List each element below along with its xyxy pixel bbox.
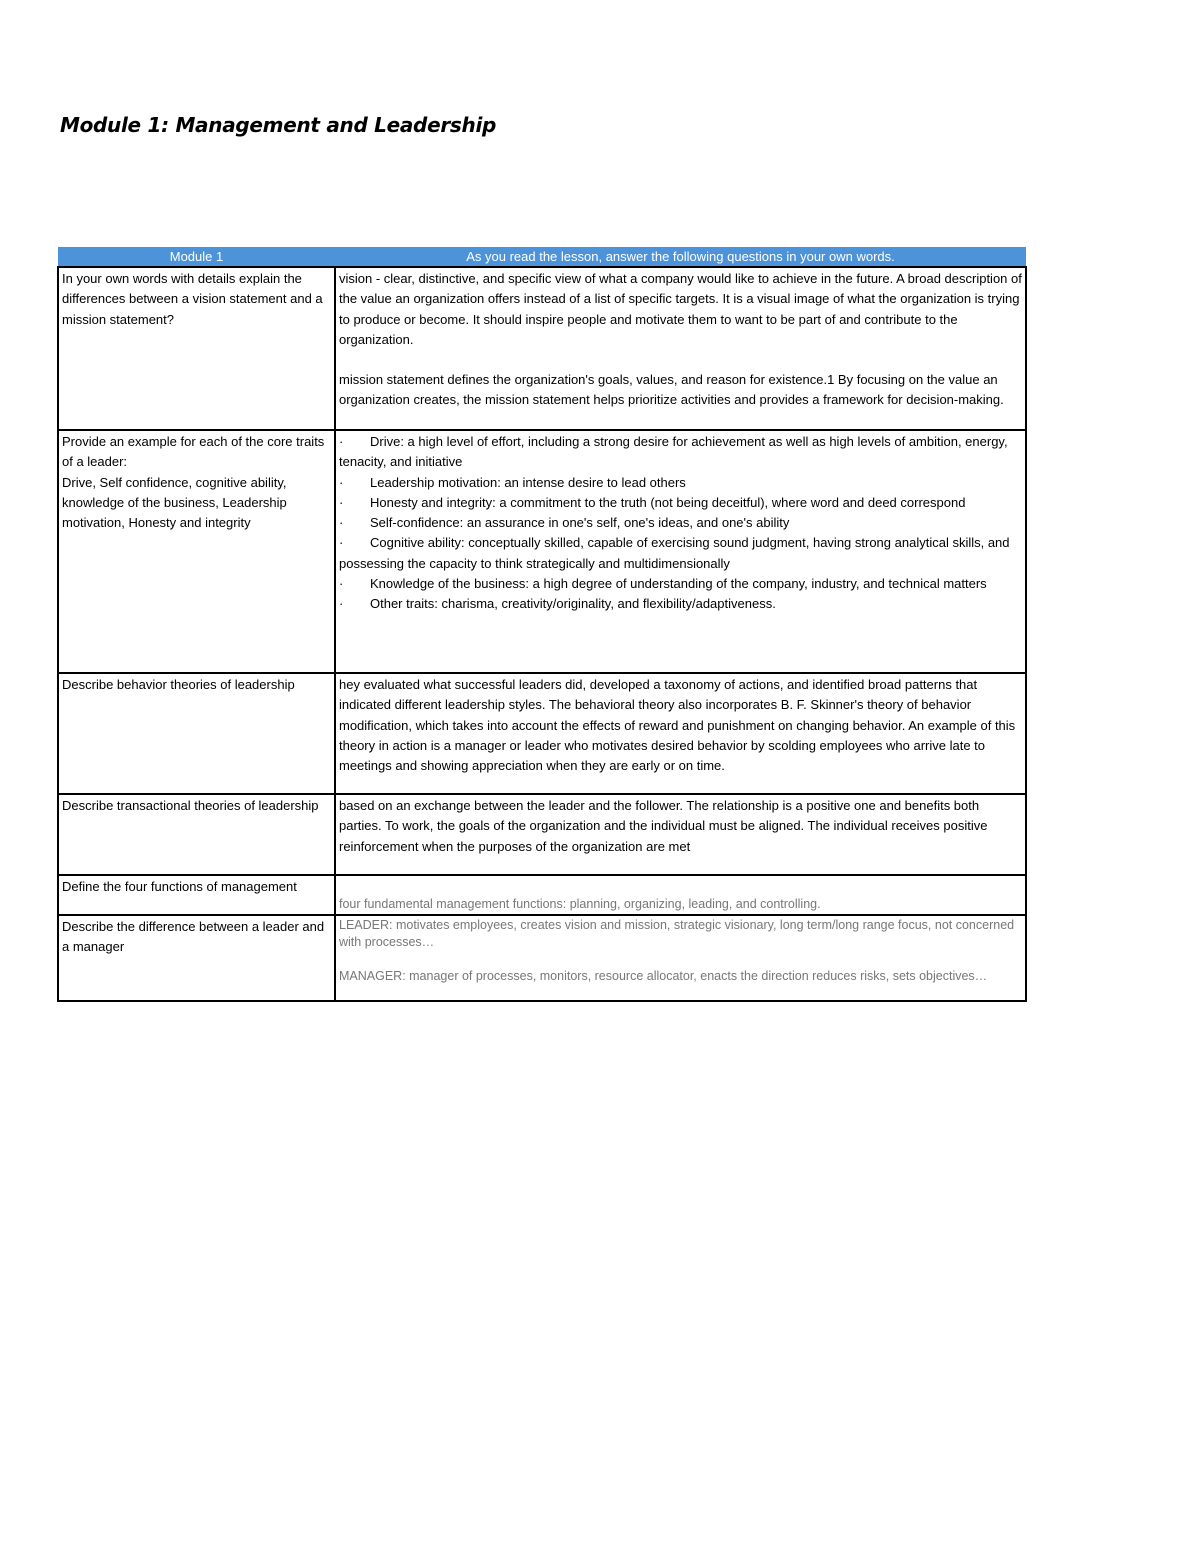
question-text: Describe behavior theories of leadership <box>62 677 295 692</box>
question-text: Define the four functions of management <box>62 879 297 894</box>
bullet-icon: · <box>339 474 344 490</box>
answer-text: LEADER: motivates employees, creates vision and mission, strategic visionary, long term/long range focus, not concerned with processes… <box>339 918 1015 949</box>
answer-cell <box>335 794 1026 875</box>
answer-text: based on an exchange between the leader and the follower. The relationship is a positive one and benefits both parties. To work, the goals of the organization and the individual must be aligned. The individual receives positive reinforcement when the purposes of the organization are met <box>339 798 988 854</box>
table-row <box>58 430 1026 673</box>
table-row <box>58 267 1026 430</box>
question-text: Describe the difference between a leader and a manager <box>62 919 325 955</box>
question-cell <box>58 915 335 1001</box>
answer-text: hey evaluated what successful leaders did, developed a taxonomy of actions, and identified broad patterns that indicated different leadership styles. The behavioral theory also incorporates B. F. Skinner's theory of behavior modification, which takes into account the effects of reward and punishment on changing behavior. An example of this theory in action is a manager or leader who motivates desired behavior by scolding employees who arrive late to meetings and showing appreciation when they are early or on time. <box>339 677 1016 774</box>
answer-cell <box>335 430 1026 673</box>
answer-cell <box>335 673 1026 794</box>
answer-cell <box>335 875 1026 915</box>
question-answer-table <box>57 247 1027 1002</box>
answer-text: MANAGER: manager of processes, monitors, resource allocator, enacts the direction reduces risks, sets objectives… <box>339 969 988 983</box>
bullet-icon: · <box>339 515 344 531</box>
page-title: Module 1: Management and Leadership <box>60 113 497 137</box>
table-row <box>58 673 1026 794</box>
answer-text: vision - clear, distinctive, and specific view of what a company would like to achieve in the future. A broad description of the value an organization offers instead of a list of specific targets. It is a visual image of what the organization is trying to produce or become. It should inspire people and motivate them to want to be part of and contribute to the organization. <box>339 271 1022 347</box>
list-item: · Other traits: charisma, creativity/originality, and flexibility/adaptiveness. <box>339 594 1023 614</box>
table-row <box>58 875 1026 915</box>
list-item: · Self-confidence: an assurance in one's self, one's ideas, and one's ability <box>339 513 1023 533</box>
question-cell <box>58 673 335 794</box>
question-cell <box>58 875 335 915</box>
question-text: Describe transactional theories of leadership <box>62 798 319 813</box>
question-text: Drive, Self confidence, cognitive ability, knowledge of the business, Leadership motivation, Honesty and integrity <box>62 474 287 531</box>
table-row <box>58 915 1026 1001</box>
question-cell <box>58 267 335 430</box>
answer-text: four fundamental management functions: planning, organizing, leading, and controlling. <box>339 897 821 911</box>
list-item: · Knowledge of the business: a high degree of understanding of the company, industry, and technical matters <box>339 574 1023 594</box>
answer-text: mission statement defines the organization's goals, values, and reason for existence.1 By focusing on the value an organization creates, the mission statement helps prioritize activities and provides a framework for decision-making. <box>339 372 1004 408</box>
question-text: Provide an example for each of the core traits of a leader: <box>62 434 325 470</box>
list-item: · Drive: a high level of effort, including a strong desire for achievement as well as high levels of ambition, energy, tenacity, and initiative <box>339 434 1008 470</box>
bullet-icon: · <box>339 535 344 551</box>
table-header-row <box>58 247 1026 267</box>
bullet-icon: · <box>339 576 344 592</box>
question-cell <box>58 794 335 875</box>
header-module-label: Module 1 <box>58 247 335 267</box>
answer-cell <box>335 267 1026 430</box>
question-cell <box>58 430 335 673</box>
answer-cell <box>335 915 1026 1001</box>
bullet-icon: · <box>339 596 344 612</box>
table-row <box>58 794 1026 875</box>
list-item: · Cognitive ability: conceptually skilled, capable of exercising sound judgment, having strong analytical skills, and possessing the capacity to think strategically and multidimensionally <box>339 535 1010 571</box>
question-text: In your own words with details explain the differences between a vision statement and a mission statement? <box>62 271 323 327</box>
bullet-icon: · <box>339 494 344 510</box>
list-item: · Honesty and integrity: a commitment to the truth (not being deceitful), where word and deed correspond <box>339 493 1023 513</box>
bullet-icon: · <box>339 434 344 449</box>
list-item: · Leadership motivation: an intense desire to lead others <box>339 473 1023 493</box>
header-instructions: As you read the lesson, answer the following questions in your own words. <box>335 247 1026 267</box>
